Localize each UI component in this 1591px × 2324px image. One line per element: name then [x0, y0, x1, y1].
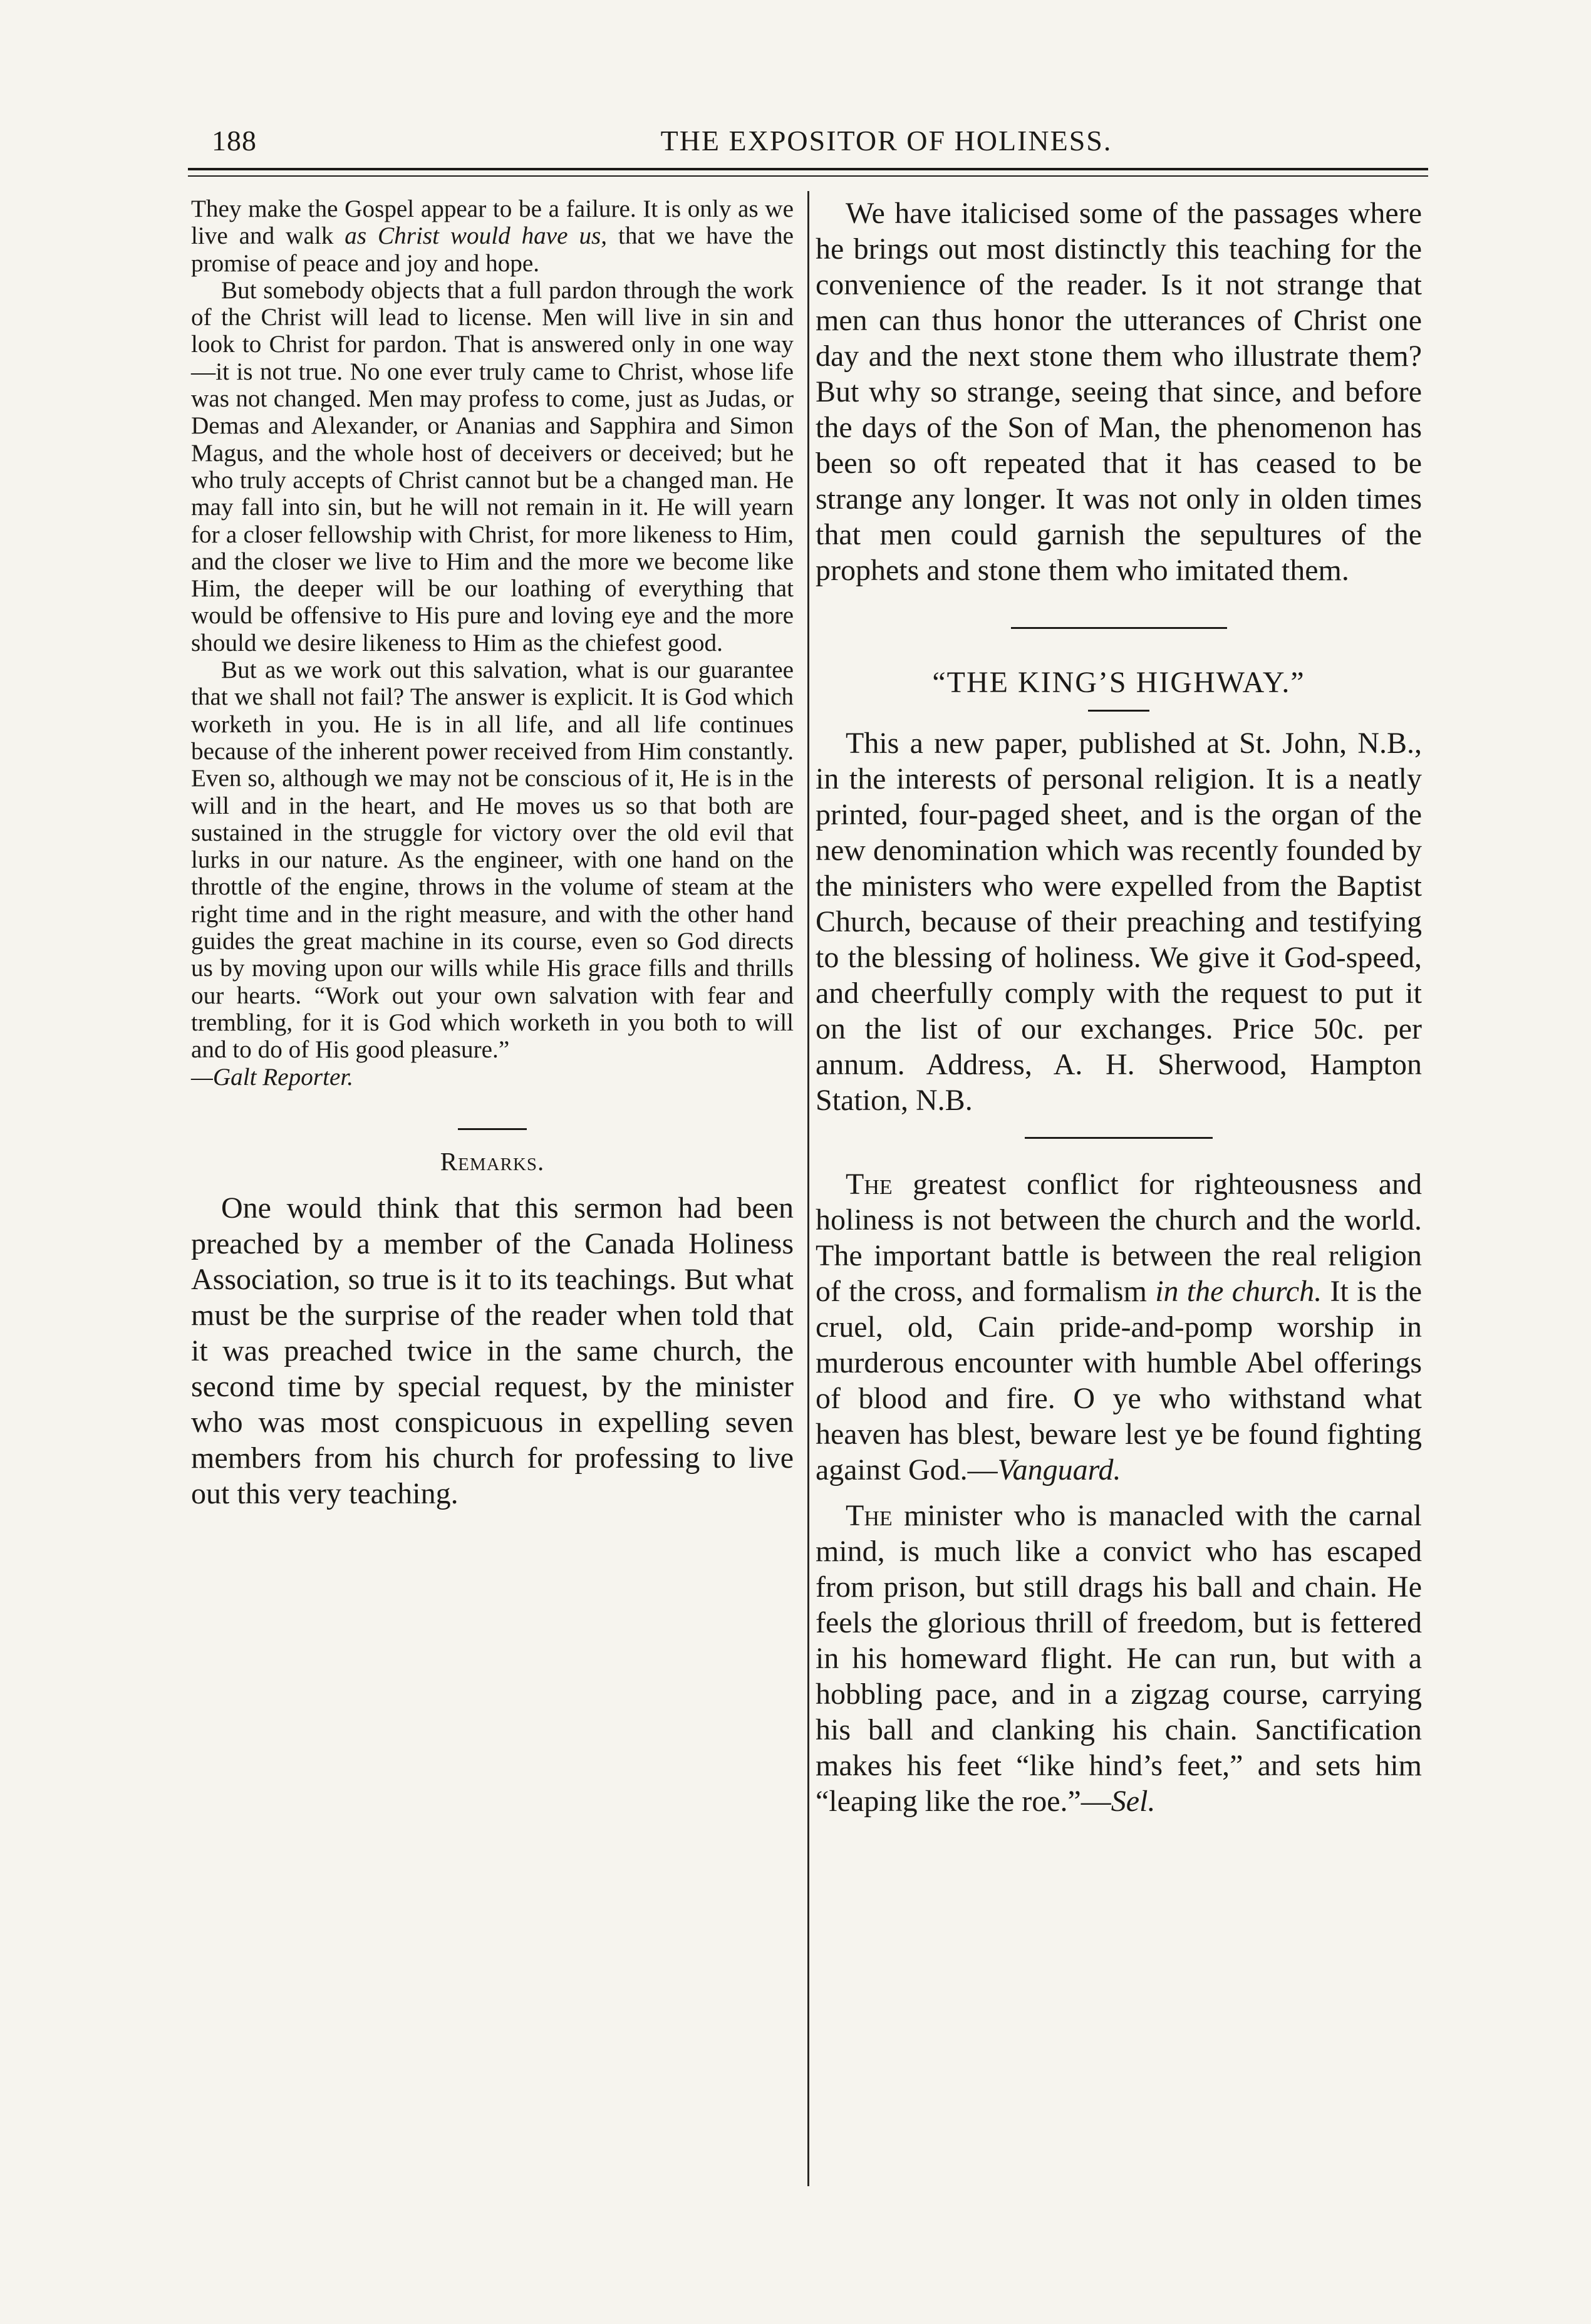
section-divider: [458, 1128, 527, 1130]
remarks-paragraph: One would think that this sermon had been preached by a member of the Canada Holiness Association, so true is it to its teachings. But what must be the surprise of the reader when told that it was preached twice in the same church, the second time by special request, by the minister who was most conspicuous in expelling seven members from his church for professing to live out this very teaching.: [191, 1191, 794, 1510]
running-title: THE EXPOSITOR OF HOLINESS.: [660, 125, 1112, 157]
left-column: [191, 195, 794, 1512]
column-divider: [807, 191, 809, 2186]
article-paragraph: We have italicised some of the passages where he brings out most distinctly this teaching for the convenience of the reader. Is it not strange that men can thus honor the utterances of Christ one day and the next stone them who illustrate them? But why so strange, seeing that since, and before the days of the Son of Man, the phenomenon has been so oft repeated that it has ceased to be strange any longer. It was not only in olden times that men could garnish the sepultures of the prophets and stone them who imitated them.: [816, 197, 1422, 587]
conflict-paragraph: The greatest conflict for righteousness and holiness is not between the church and the world. The important battle is between the real religion of the cross, and formalism in the church. It is the cruel, old, Cain pride-and-pomp worship in murderous encounter with humble Abel offerings of blood and fire. O ye who withstand what heaven has blest, beware lest ye be found fighting against God.—Vanguard.: [816, 1168, 1422, 1486]
section-divider: [1011, 627, 1227, 629]
page-number: 188: [212, 125, 257, 157]
section-divider: [1025, 1137, 1213, 1139]
heading-underline: [1088, 710, 1149, 712]
article-signature: —Galt Reporter.: [191, 1063, 354, 1091]
kings-highway-paragraph: This a new paper, published at St. John, N.B., in the interests of personal religion. It is a neatly printed, four-paged sheet, and is the organ of the new denomination which was recently founded by the ministers who were expelled from the Baptist Church, because of their preaching and testifying to the blessing of holiness. We give it God-speed, and cheerfully comply with the request to put it on the list of our exchanges. Price 50c. per annum. Address, A. H. Sherwood, Hampton Station, N.B.: [816, 727, 1422, 1117]
kings-highway-heading: “THE KING’S HIGHWAY.”: [932, 666, 1305, 699]
remarks-heading: Remarks.: [440, 1146, 545, 1176]
article-paragraph: But as we work out this salvation, what is our guarantee that we shall not fail? The answer is explicit. It is God which worketh in you. He is in all life, and all life continues because of the inherent power received from Him constantly. Even so, although we may not be conscious of it, He is in the will and in the heart, and He moves us so that both are sustained in the struggle for victory over the old evil that lurks in our nature. As the engineer, with one hand on the throttle of the engine, throws in the volume of steam at the right time and in the right measure, and with the other hand guides the great machine in its course, even so God directs us by moving upon our wills while His grace fills and thrills our hearts. “Work out your own salvation with fear and trembling, for it is God which worketh in you both to will and to do of His good pleasure.”: [191, 656, 794, 1064]
article-paragraph: But somebody objects that a full pardon through the work of the Christ will lead to license. Men will live in sin and look to Christ for pardon. That is answered only in one way—it is not true. No one ever truly came to Christ, whose life was not changed. Men may profess to come, just as Judas, or Demas and Alexander, or Ananias and Sapphira and Simon Magus, and the whole host of deceivers or deceived; but he who truly accepts of Christ cannot but be a changed man. He may fall into sin, but he will not remain in it. He will yearn for a closer fellowship with Christ, for more likeness to Him, and the closer we live to Him and the more we become like Him, the deeper will be our loathing of everything that would be offensive to His pure and loving eye and the more should we desire likeness to Him as the chiefest good.: [191, 276, 794, 656]
page-header: [188, 119, 1428, 169]
minister-paragraph: The minister who is manacled with the carnal mind, is much like a convict who has escaped from prison, but still drags his ball and chain. He feels the glorious thrill of freedom, but is fettered in his homeward flight. He can run, but with a hobbling pace, and in a zigzag course, carrying his ball and clanking his chain. Sanctification makes his feet “like hind’s feet,” and sets him “leaping like the roe.”—Sel.: [816, 1499, 1422, 1818]
header-rule-thick: [188, 168, 1428, 170]
right-column: [816, 195, 1422, 1819]
article-paragraph: They make the Gospel appear to be a failure. It is only as we live and walk as Christ would have us, that we have the promise of peace and joy and hope.: [191, 195, 794, 277]
header-rule-thin: [188, 175, 1428, 177]
